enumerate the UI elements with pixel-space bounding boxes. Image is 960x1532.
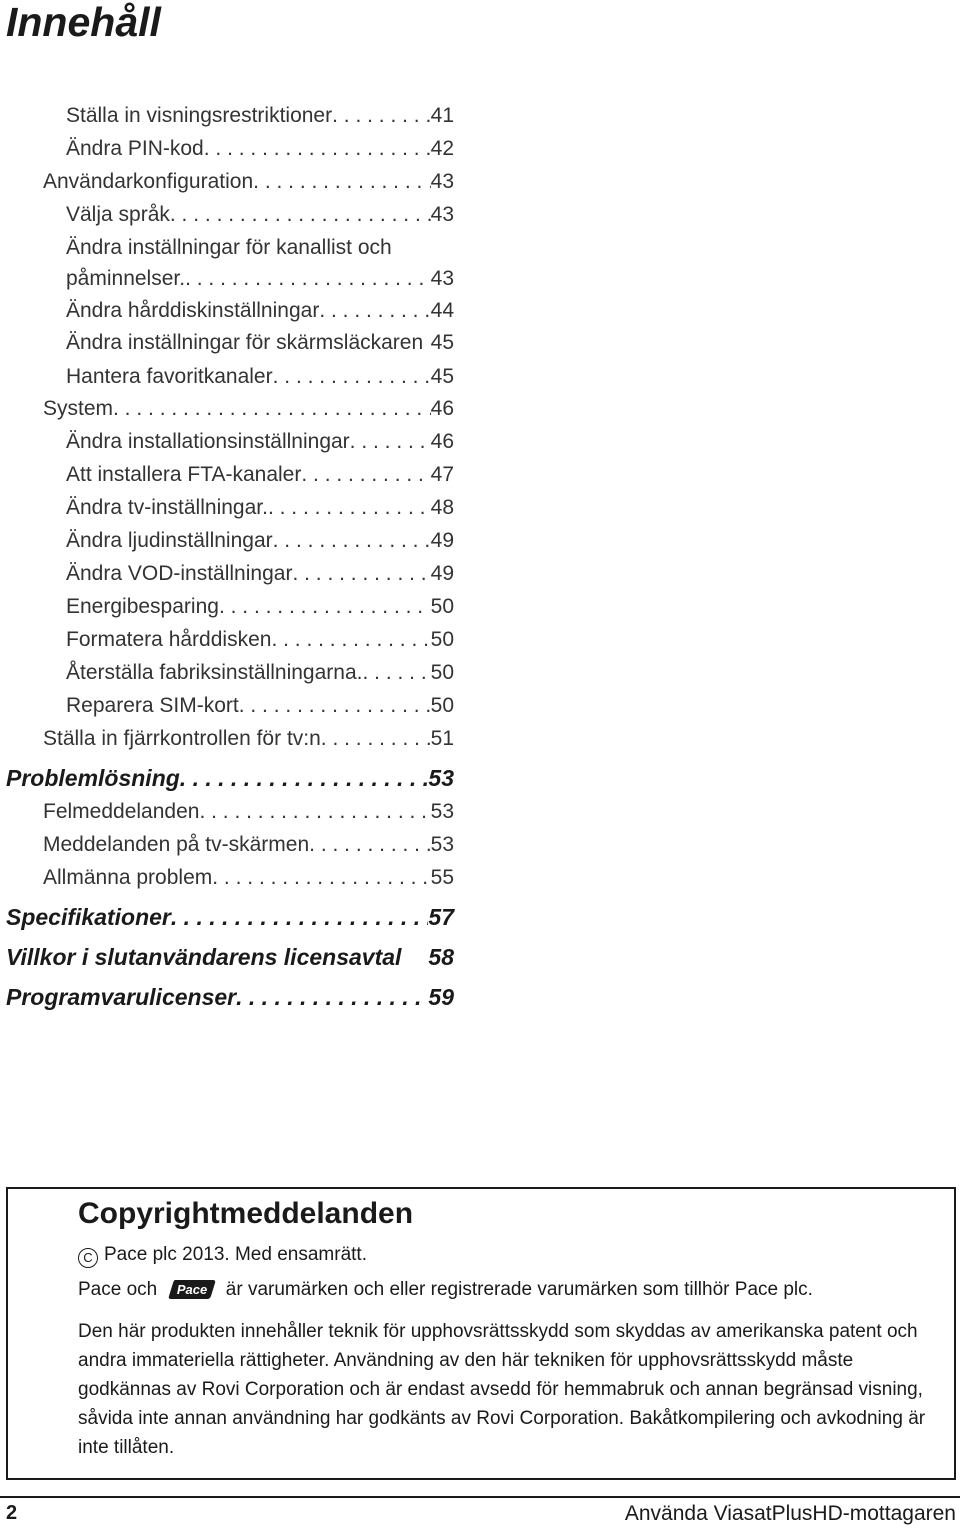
toc-entry-label: Ställa in visningsrestriktioner	[66, 104, 333, 127]
toc-entry-label-line1[interactable]: Ändra inställningar för kanallist och	[66, 236, 392, 259]
toc-entry-label: Felmeddelanden	[43, 800, 200, 823]
toc-entry-page: 50	[430, 595, 454, 618]
toc-entry-page: 44	[430, 299, 454, 322]
toc-leader-dots	[212, 863, 430, 893]
toc-entry-label: Ändra hårddiskinställningar	[66, 299, 320, 322]
toc-entry[interactable]	[66, 362, 454, 392]
toc-entry-page: 43	[430, 170, 454, 193]
toc-leader-dots	[292, 559, 430, 589]
toc-section-page: 57	[428, 904, 454, 930]
toc-entry-label: Användarkonfiguration	[43, 170, 254, 193]
toc-section-label: Villkor i slutanvändarens licensavtal	[6, 944, 402, 970]
page-title: Innehåll	[6, 0, 161, 45]
toc-section[interactable]	[6, 763, 454, 793]
toc-section[interactable]	[6, 942, 454, 972]
toc-entry-page: 49	[430, 562, 454, 585]
toc-leader-dots	[185, 264, 431, 294]
toc-entry[interactable]	[43, 394, 454, 424]
toc-entry[interactable]	[66, 625, 454, 655]
toc-entry[interactable]	[43, 830, 454, 860]
toc-entry[interactable]	[66, 101, 454, 131]
toc-section-page: 53	[428, 765, 454, 791]
toc-entry[interactable]	[43, 724, 454, 754]
toc-section-page: 59	[428, 984, 454, 1010]
toc-leader-dots	[319, 296, 430, 326]
toc-entry[interactable]	[66, 559, 454, 589]
toc-leader-dots	[204, 134, 431, 164]
toc-leader-dots	[362, 658, 430, 688]
toc-leader-dots	[180, 763, 429, 793]
toc-entry-page: 41	[430, 104, 454, 127]
toc-leader-dots	[170, 200, 431, 230]
toc-leader-dots	[271, 625, 430, 655]
toc-entry[interactable]	[66, 134, 454, 164]
trademark-text-before: Pace och	[78, 1279, 158, 1300]
toc-entry-label: Ändra ljudinställningar	[66, 529, 273, 552]
toc-entry-page: 46	[430, 430, 454, 453]
toc-leader-dots	[113, 394, 431, 424]
toc-leader-dots	[273, 362, 431, 392]
page-number: 2	[6, 1502, 18, 1524]
toc-entry[interactable]	[66, 427, 454, 457]
pace-logo-icon	[167, 1278, 217, 1300]
toc-entry[interactable]	[43, 863, 454, 893]
toc-section-page: 58	[428, 944, 454, 970]
toc-leader-dots	[332, 101, 431, 131]
toc-entry-label: Allmänna problem	[43, 866, 213, 889]
toc-entry-page: 45	[430, 365, 454, 388]
toc-entry-label: Meddelanden på tv-skärmen	[43, 833, 310, 856]
toc-leader-dots	[273, 526, 431, 556]
toc-entry-label-line2: påminnelser.	[66, 267, 186, 290]
toc-entry-label: System	[43, 397, 114, 420]
toc-entry-label: Formatera hårddisken	[66, 628, 272, 651]
toc-leader-dots	[171, 902, 429, 932]
toc-entry-page: 48	[430, 496, 454, 519]
toc-entry[interactable]	[66, 460, 454, 490]
toc-leader-dots	[219, 592, 431, 622]
toc-entry-label: Ändra tv-inställningar.	[66, 496, 268, 519]
toc-entry[interactable]	[43, 167, 454, 197]
footer-title: Använda ViasatPlusHD-mottagaren	[624, 1502, 956, 1525]
trademark-text-after: är varumärken och eller registrerade varumärken som tillhör Pace plc.	[225, 1279, 813, 1300]
toc-section[interactable]	[6, 982, 454, 1012]
toc-leader-dots	[236, 982, 428, 1012]
toc-entry[interactable]	[66, 328, 454, 358]
footer-divider	[0, 1496, 960, 1498]
toc-entry[interactable]	[66, 296, 454, 326]
toc-leader-dots	[239, 691, 431, 721]
toc-section[interactable]	[6, 902, 454, 932]
toc-leader-dots	[253, 167, 430, 197]
toc-entry-label: Återställa fabriksinställningarna.	[66, 661, 363, 684]
toc-section-label: Programvarulicenser	[6, 984, 237, 1010]
toc-entry-label: Reparera SIM-kort	[66, 694, 239, 717]
toc-leader-dots	[350, 427, 431, 457]
toc-entry-label: Ändra inställningar för skärmsläckaren	[66, 331, 424, 354]
copyright-notice-box	[6, 1187, 956, 1480]
toc-entry[interactable]	[66, 264, 454, 294]
toc-entry-label: Ändra installationsinställningar	[66, 430, 350, 453]
toc-entry[interactable]	[66, 200, 454, 230]
toc-entry-page: 50	[430, 661, 454, 684]
toc-leader-dots	[321, 724, 431, 754]
toc-leader-dots	[199, 797, 430, 827]
toc-entry-label: Välja språk	[66, 203, 170, 226]
toc-section-label: Specifikationer	[6, 904, 171, 930]
toc-entry-page: 46	[430, 397, 454, 420]
toc-entry[interactable]	[66, 493, 454, 523]
toc-entry-label: Ändra VOD-inställningar	[66, 562, 293, 585]
toc-entry[interactable]	[66, 658, 454, 688]
toc-entry-page: 53	[430, 833, 454, 856]
copyright-text: Pace plc 2013. Med ensamrätt.	[104, 1244, 367, 1265]
copyright-line	[78, 1240, 367, 1269]
copyright-symbol-icon: C	[78, 1248, 98, 1268]
toc-entry-label: Energibesparing	[66, 595, 219, 618]
toc-entry-page: 42	[430, 137, 454, 160]
toc-entry-page: 53	[430, 800, 454, 823]
toc-entry-page: 50	[430, 694, 454, 717]
toc-leader-dots	[268, 493, 431, 523]
toc-section-label: Problemlösning	[6, 765, 180, 791]
toc-entry-label: Ändra PIN-kod	[66, 137, 204, 160]
toc-entry-page: 43	[430, 267, 454, 290]
toc-entry-label: Hantera favoritkanaler	[66, 365, 273, 388]
toc-entry-label: Att installera FTA-kanaler	[66, 463, 302, 486]
toc-entry-page: 45	[430, 331, 454, 354]
toc-entry[interactable]	[66, 691, 454, 721]
toc-entry-page: 49	[430, 529, 454, 552]
toc-entry[interactable]	[43, 797, 454, 827]
toc-entry-label: Ställa in fjärrkontrollen för tv:n	[43, 727, 321, 750]
toc-leader-dots	[301, 460, 430, 490]
toc-entry-page: 50	[430, 628, 454, 651]
svg-text:Pace: Pace	[176, 1282, 207, 1297]
toc-entry[interactable]	[66, 592, 454, 622]
trademark-line	[78, 1275, 813, 1304]
toc-entry-page: 47	[430, 463, 454, 486]
copy-protection-paragraph: Den här produkten innehåller teknik för upphovsrättsskydd som skyddas av amerikanska patent och andra immateriella rättigheter. Användning av den här tekniken för upphovsrättsskydd måste godkännas av Rovi Corporation och är endast avsedd för hemmabruk och annan begränsad visning, såvida inte annan användning har godkänts av Rovi Corporation. Bakåtkompilering och avkodning är inte tillåten.	[78, 1321, 926, 1458]
toc-entry[interactable]	[66, 526, 454, 556]
toc-entry-page: 55	[430, 866, 454, 889]
copyright-title: Copyrightmeddelanden	[78, 1197, 414, 1230]
toc-entry-page: 43	[430, 203, 454, 226]
toc-entry-page: 51	[430, 727, 454, 750]
toc-leader-dots	[309, 830, 430, 860]
